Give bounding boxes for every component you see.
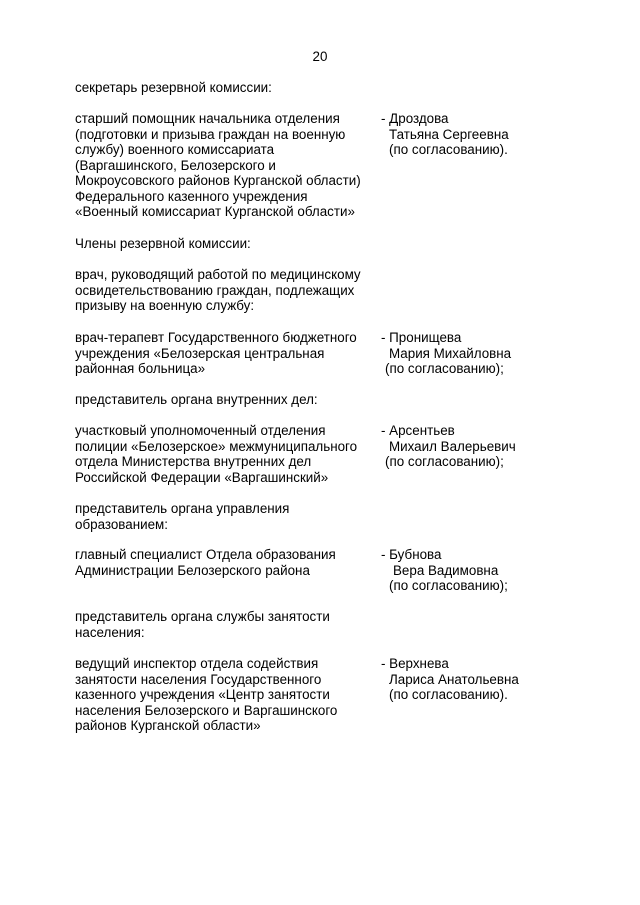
- heading-line: Члены резервной комиссии:: [75, 236, 251, 251]
- person-surname: - Дроздова: [381, 111, 449, 126]
- person-surname: - Верхнева: [381, 656, 449, 671]
- person-name: Лариса Анатольевна: [389, 671, 519, 687]
- member-position: [75, 547, 380, 578]
- member-position: [75, 656, 380, 734]
- member-position: [75, 330, 380, 377]
- heading-line: представитель органа службы занятости: [75, 609, 330, 624]
- position-line: «Военный комиссариат Курганской области»: [75, 204, 355, 219]
- heading-line: представитель органа внутренних дел:: [75, 392, 318, 407]
- position-line: Федерального казенного учреждения: [75, 188, 308, 204]
- member-person: [381, 111, 551, 158]
- position-line: Мокроусовского районов Курганской области): [75, 173, 361, 188]
- person-name: Мария Михайловна: [389, 345, 512, 361]
- member-person: [381, 330, 551, 377]
- member-position: [75, 423, 380, 485]
- person-name: Татьяна Сергеевна: [389, 126, 509, 142]
- position-line: Администрации Белозерского района: [75, 562, 310, 578]
- person-note: (по согласованию);: [385, 361, 504, 376]
- position-line: населения Белозерского и Варгашинского: [75, 702, 338, 718]
- section-heading-police: [75, 392, 375, 408]
- person-surname: - Арсентьев: [381, 423, 455, 438]
- heading-line: секретарь резервной комиссии:: [75, 80, 272, 95]
- page-number: 20: [312, 49, 328, 64]
- position-line: главный специалист Отдела образования: [75, 547, 336, 562]
- position-line: районная больница»: [75, 361, 206, 376]
- position-line: учреждения «Белозерская центральная: [75, 345, 325, 361]
- position-line: (подготовки и призыва граждан на военную: [75, 126, 346, 142]
- position-line: полиции «Белозерское» межмуниципального: [75, 438, 358, 454]
- position-line: казенного учреждения «Центр занятости: [75, 687, 330, 702]
- position-line: Российской Федерации «Варгашинский»: [75, 469, 329, 485]
- section-heading-employment: [75, 609, 375, 640]
- person-note: (по согласованию).: [389, 687, 508, 702]
- section-heading-education: [75, 501, 375, 532]
- person-note: (по согласованию);: [385, 454, 504, 469]
- member-person: [381, 423, 551, 470]
- heading-line: врач, руководящий работой по медицинскому: [75, 267, 361, 282]
- person-note: (по согласованию).: [389, 142, 508, 157]
- member-position: [75, 111, 380, 220]
- heading-line: призыву на военную службу:: [75, 298, 255, 313]
- position-line: ведущий инспектор отдела содействия: [75, 656, 319, 671]
- position-line: (Варгашинского, Белозерского и: [75, 157, 276, 173]
- heading-line: населения:: [75, 624, 145, 640]
- person-note: (по согласованию);: [389, 578, 508, 593]
- position-line: районов Курганской области»: [75, 718, 261, 733]
- position-line: занятости населения Государственного: [75, 671, 322, 687]
- person-name: Вера Вадимовна: [393, 562, 499, 578]
- position-line: службу) военного комиссариата: [75, 142, 275, 157]
- person-surname: - Бубнова: [381, 547, 442, 562]
- heading-line: образованием:: [75, 516, 168, 532]
- heading-line: представитель органа управления: [75, 501, 290, 516]
- heading-line: освидетельствованию граждан, подлежащих: [75, 282, 355, 298]
- person-name: Михаил Валерьевич: [389, 438, 516, 454]
- member-person: [381, 547, 551, 594]
- position-line: участковый уполномоченный отделения: [75, 423, 326, 438]
- person-surname: - Пронищева: [381, 330, 462, 345]
- member-person: [381, 656, 551, 703]
- position-line: отдела Министерства внутренних дел: [75, 454, 312, 469]
- section-heading-doctor: [75, 267, 375, 314]
- position-line: старший помощник начальника отделения: [75, 111, 340, 126]
- section-heading-members: [75, 236, 375, 252]
- section-heading-secretary: [75, 80, 375, 96]
- position-line: врач-терапевт Государственного бюджетного: [75, 330, 357, 345]
